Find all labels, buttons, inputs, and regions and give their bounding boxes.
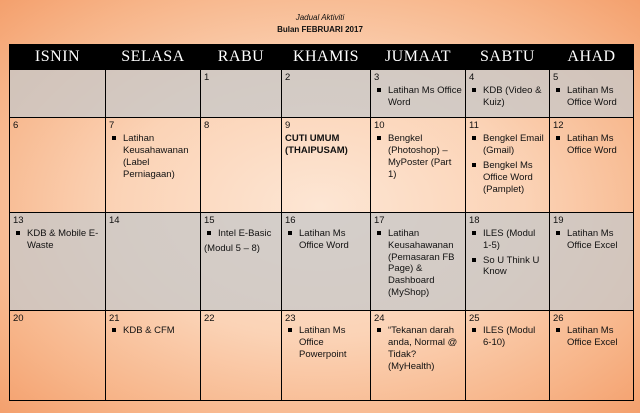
activity-list (469, 228, 546, 279)
activity-item: KDB & Mobile E-Waste (27, 228, 102, 252)
activity-item: Latihan Ms Office Word (299, 228, 367, 252)
week-row (10, 310, 634, 400)
day-cell (201, 70, 282, 118)
activity-item: Bengkel Email (Gmail) (483, 133, 546, 157)
day-cell (10, 212, 106, 310)
activity-item: ILES (Modul 6-10) (483, 325, 546, 349)
day-number: 16 (285, 214, 296, 226)
day-cell (371, 70, 466, 118)
activity-list (469, 133, 546, 195)
day-header: ISNIN (10, 45, 106, 70)
activity-item: KDB (Video & Kuiz) (483, 85, 546, 109)
day-cell (371, 212, 466, 310)
day-cell (466, 70, 550, 118)
activity-item: Latihan Keusahawanan (Pemasaran FB Page) & Dashboard (MyShop) (388, 228, 462, 299)
activity-item: Latihan Keusahawanan (Label Perniagaan) (123, 133, 197, 181)
activity-item: Latihan Ms Office Word (567, 133, 630, 157)
activity-list (469, 325, 546, 349)
day-header: SABTU (466, 45, 550, 70)
day-number: 26 (553, 312, 564, 324)
day-cell (466, 310, 550, 400)
day-number: 24 (374, 312, 385, 324)
day-header: RABU (201, 45, 282, 70)
day-cell (371, 310, 466, 400)
activity-item: Bengkel Ms Office Word (Pamplet) (483, 160, 546, 196)
day-number: 19 (553, 214, 564, 226)
activity-item: Latihan Ms Office Excel (567, 228, 630, 252)
activity-list (553, 228, 630, 252)
activity-item: Bengkel (Photoshop) – MyPoster (Part 1) (388, 133, 462, 181)
day-number: 20 (13, 312, 24, 324)
day-cell (282, 118, 371, 213)
schedule-month: Bulan FEBRUARI 2017 (277, 25, 363, 34)
day-cell (282, 70, 371, 118)
day-number: 14 (109, 214, 120, 226)
day-cell (550, 70, 634, 118)
activity-item: Latihan Ms Office Word (567, 85, 630, 109)
activity-list (374, 85, 462, 109)
day-cell (466, 212, 550, 310)
day-number: 11 (469, 120, 479, 132)
day-number: 4 (469, 72, 475, 83)
day-number: 7 (109, 120, 115, 132)
activity-list (109, 133, 197, 181)
day-header: AHAD (550, 45, 634, 70)
schedule-title: Jadual Aktiviti (295, 13, 345, 22)
day-number: 3 (374, 72, 380, 83)
day-number: 2 (285, 72, 291, 83)
day-cell (106, 118, 201, 213)
day-number: 22 (204, 312, 215, 324)
day-number: 6 (13, 120, 19, 132)
activity-note: (Modul 5 – 8) (204, 242, 260, 254)
day-number: 21 (109, 312, 120, 324)
day-cell (201, 310, 282, 400)
day-cell (10, 310, 106, 400)
day-number: 13 (13, 214, 24, 226)
activity-list (285, 228, 367, 252)
day-cell (106, 310, 201, 400)
calendar-table (9, 44, 634, 401)
activity-list (13, 228, 102, 252)
day-number: 18 (469, 214, 480, 226)
day-number: 9 (285, 120, 291, 132)
activity-list (109, 325, 197, 337)
day-cell (282, 310, 371, 400)
day-cell (106, 70, 201, 118)
activity-item: So U Think U Know (483, 255, 546, 279)
day-number: 1 (204, 72, 210, 83)
day-cell (371, 118, 466, 213)
day-header-row (10, 45, 634, 70)
activity-list (469, 85, 546, 109)
day-number: 17 (374, 214, 385, 226)
day-cell (201, 118, 282, 213)
day-header: SELASA (106, 45, 201, 70)
day-cell (550, 212, 634, 310)
day-cell (466, 118, 550, 213)
day-number: 25 (469, 312, 480, 324)
day-number: 12 (553, 120, 564, 132)
day-cell (282, 212, 371, 310)
activity-item: Intel E-Basic (218, 228, 278, 240)
day-number: 8 (204, 120, 210, 132)
week-row (10, 212, 634, 310)
day-number: 5 (553, 72, 559, 83)
week-row (10, 118, 634, 213)
day-cell (106, 212, 201, 310)
activity-list (374, 325, 462, 373)
day-number: 23 (285, 312, 296, 324)
day-cell (10, 70, 106, 118)
day-number: 10 (374, 120, 385, 132)
activity-list (553, 85, 630, 109)
activity-list (374, 228, 462, 299)
activity-list (204, 228, 278, 240)
day-cell (550, 310, 634, 400)
day-cell (201, 212, 282, 310)
activity-list (553, 133, 630, 157)
activity-item: Latihan Ms Office Excel (567, 325, 630, 349)
activity-item: Latihan Ms Office Word (388, 84, 462, 108)
week-row (10, 70, 634, 118)
activity-item: “Tekanan darah anda, Normal @ Tidak? (MyHealth) (388, 325, 462, 373)
day-header: JUMAAT (371, 45, 466, 70)
day-cell (550, 118, 634, 213)
activity-item: Latihan Ms Office Powerpoint (299, 325, 367, 361)
activity-list (374, 133, 462, 181)
day-cell (10, 118, 106, 213)
day-number: 15 (204, 214, 215, 226)
activity-list (285, 325, 367, 361)
activity-item: KDB & CFM (123, 325, 197, 337)
activity-list (553, 325, 630, 349)
day-header: KHAMIS (282, 45, 371, 70)
activity-item: ILES (Modul 1-5) (483, 228, 546, 252)
holiday-label: CUTI UMUM (THAIPUSAM) (285, 133, 348, 157)
